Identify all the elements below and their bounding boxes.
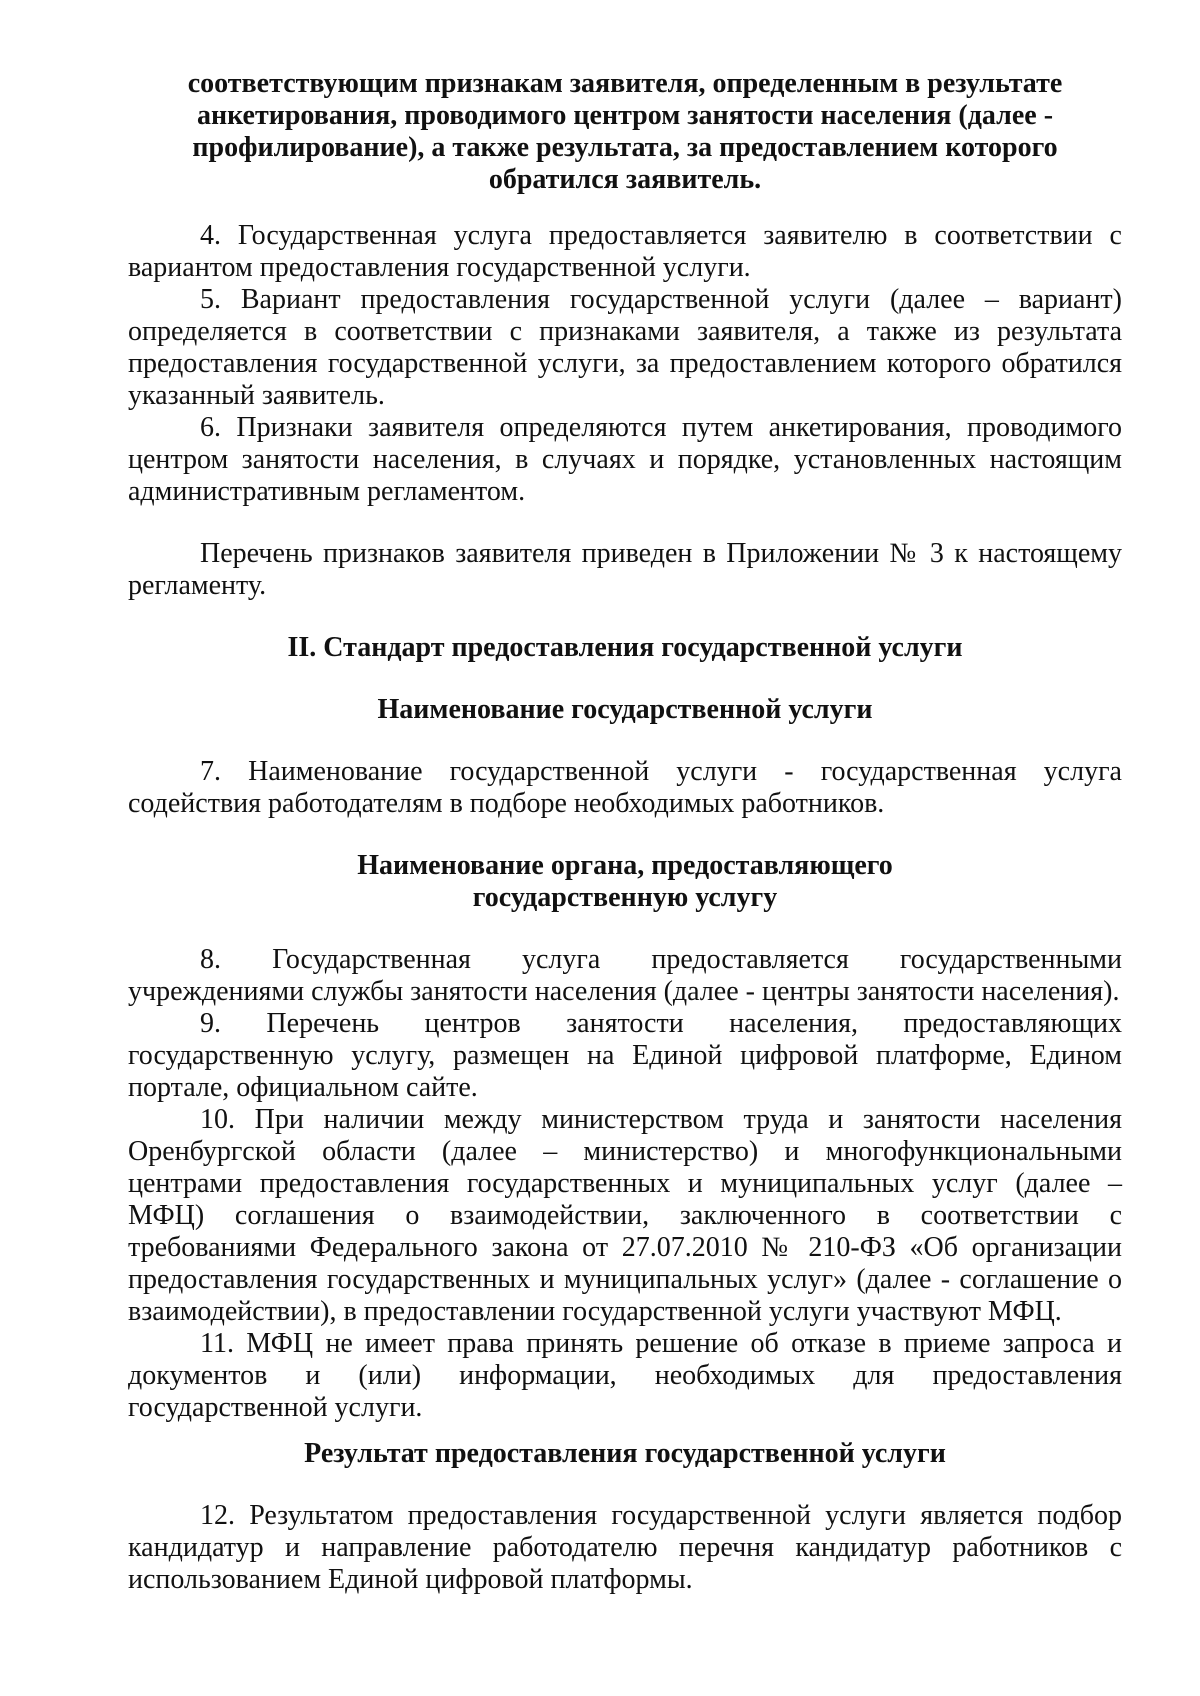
paragraph-11: 11. МФЦ не имеет права принять решение об отказе в приеме запроса и документов и (или) информации, необходимых для предоставления государственной услуги. — [128, 1328, 1122, 1423]
paragraph-6: 6. Признаки заявителя определяются путем анкетирования, проводимого центром занятости населения, в случаях и порядке, установленных настоящим административным регламентом. — [128, 412, 1122, 507]
heading-organ-line1: Наименование органа, предоставляющего — [357, 850, 893, 881]
spacer — [128, 664, 1122, 694]
paragraph-9: 9. Перечень центров занятости населения, предоставляющих государственную услугу, размещен на Единой цифровой платформе, Едином портале, официальном сайте. — [128, 1008, 1122, 1103]
spacer — [128, 1470, 1122, 1500]
spacer — [128, 196, 1122, 220]
spacer — [128, 914, 1122, 944]
spacer — [128, 820, 1122, 850]
paragraph-5: 5. Вариант предоставления государственной услуги (далее – вариант) определяется в соответствии с признаками заявителя, а также из результата предоставления государственной услуги, за предоставлением которого обратился указанный заявитель. — [128, 284, 1122, 411]
appendix-note: Перечень признаков заявителя приведен в Приложении № 3 к настоящему регламенту. — [128, 538, 1122, 601]
spacer — [128, 1424, 1122, 1438]
heading-result: Результат предоставления государственной услуги — [304, 1438, 946, 1469]
paragraph-12: 12. Результатом предоставления государственной услуги является подбор кандидатур и направление работодателю перечня кандидатур работников с использованием Единой цифровой платформы. — [128, 1500, 1122, 1595]
paragraph-10: 10. При наличии между министерством труда и занятости населения Оренбургской области (далее – министерство) и многофункциональными центрами предоставления государственных и муниципальных услуг (далее – МФЦ) соглашения о взаимодействии, заключенного в соответствии с требованиями Федерального закона от 27.07.2010 № 210-ФЗ «Об организации предоставления государственных и муниципальных услуг» (далее - соглашение о взаимодействии), в предоставлении государственной услуги участвуют МФЦ. — [128, 1104, 1122, 1327]
spacer — [128, 508, 1122, 538]
document-page — [128, 68, 1122, 1596]
intro-bold-text: соответствующим признакам заявителя, определенным в результате анкетирования, проводимого центром занятости населения (далее - профилирование), а также результата, за предоставлением которого обратился заявитель. — [187, 68, 1063, 195]
paragraph-4: 4. Государственная услуга предоставляется заявителю в соответствии с вариантом предоставления государственной услуги. — [128, 220, 1122, 283]
heading-service-name: Наименование государственной услуги — [377, 694, 873, 725]
paragraph-7: 7. Наименование государственной услуги - государственная услуга содействия работодателям в подборе необходимых работников. — [128, 756, 1122, 819]
spacer — [128, 726, 1122, 756]
section-title: II. Стандарт предоставления государственной услуги — [287, 632, 963, 663]
spacer — [128, 602, 1122, 632]
paragraph-8: 8. Государственная услуга предоставляется государственными учреждениями службы занятости населения (далее - центры занятости населения). — [128, 944, 1122, 1007]
heading-organ-line2: государственную услугу — [472, 882, 778, 913]
